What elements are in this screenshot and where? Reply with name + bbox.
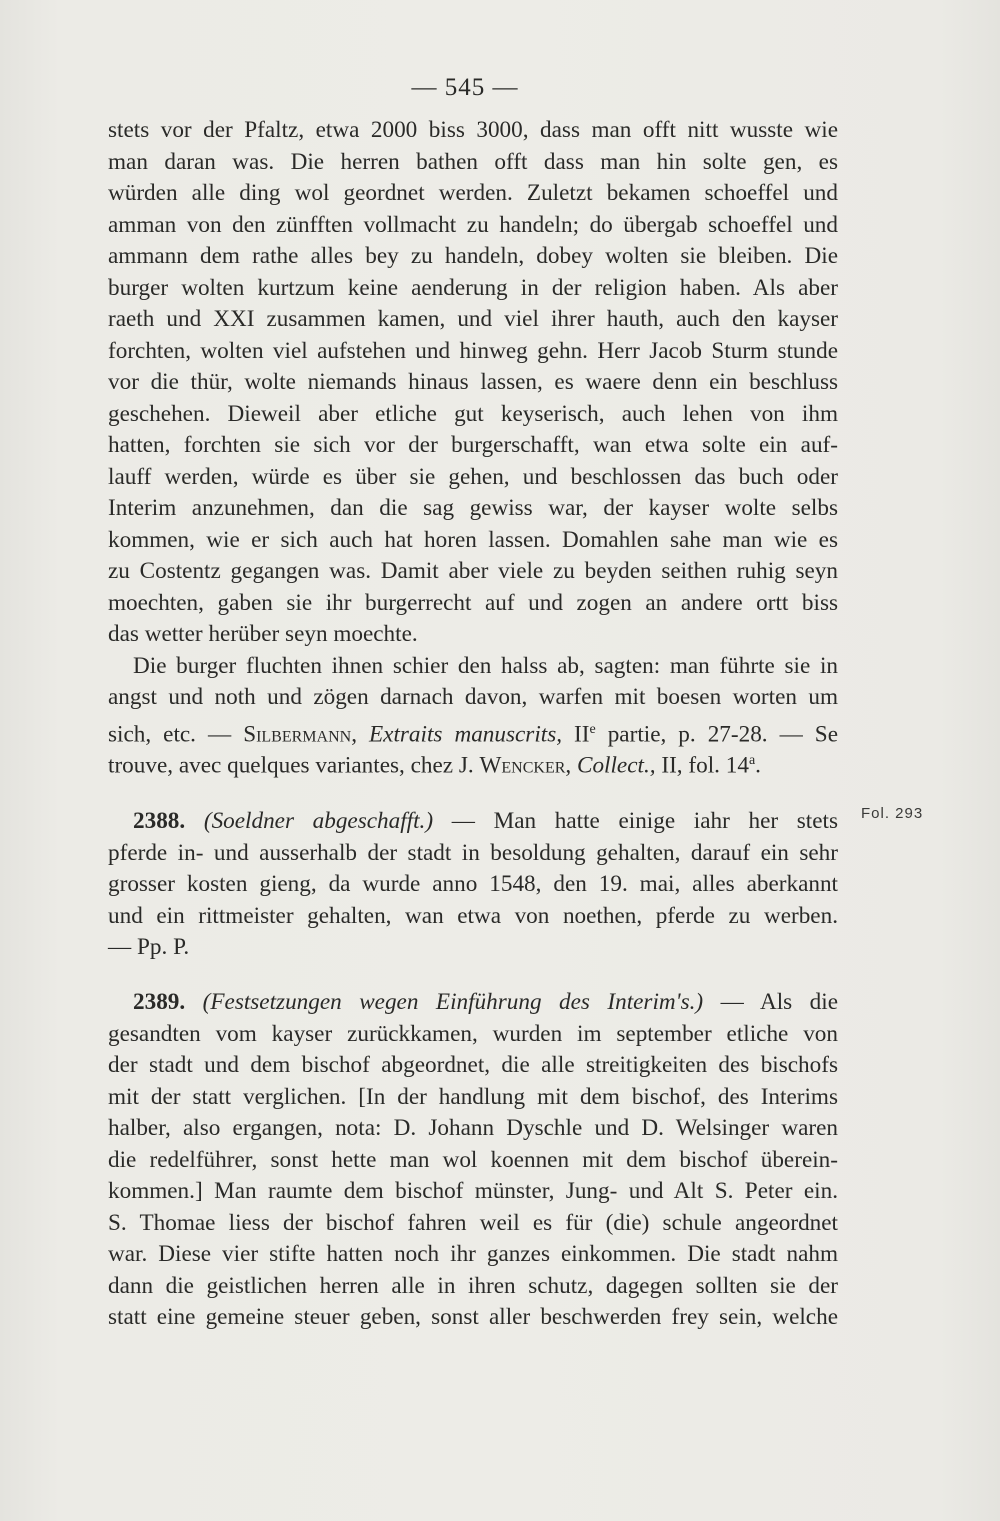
ref-text: sich, etc. —: [108, 721, 244, 748]
ref-work-title: Collect.,: [576, 752, 656, 779]
continuation-text-block: [108, 115, 838, 777]
text-line: vor die thür, wolte niemands hinaus lassen, es waere denn ein beschluss: [108, 369, 838, 395]
text-line: ammann dem rathe alles bey zu handeln, dobey wolten sie bleiben. Die: [108, 243, 838, 269]
text-line: Interim anzunehmen, dan die sag gewiss war, der kayser wolte selbs: [108, 495, 838, 521]
text-line: zu Costentz gegangen was. Damit aber viele zu beyden seithen ruhig seyn: [108, 558, 838, 584]
text-line: moechten, gaben sie ihr burgerrecht auf und zogen an andere ortt biss: [108, 589, 838, 616]
text-line: kommen, wie er sich auch hat horen lassen. Domahlen sahe man wie es: [108, 526, 838, 553]
entry-number: 2389.: [133, 989, 186, 1015]
text-line: würden alle ding wol geordnet werden. Zuletzt bekamen schoeffel und: [108, 180, 838, 206]
entry-2388: [108, 806, 838, 964]
entry-text: — Als die: [703, 989, 839, 1015]
text-line: grosser kosten gieng, da wurde anno 1548, den 19. mai, alles aberkannt: [108, 871, 838, 897]
source-reference-line: [108, 714, 838, 746]
text-line: gesandten vom kayser zurückkamen, wurden im september etliche von: [108, 1020, 838, 1047]
ref-text: ,: [351, 721, 370, 748]
marginal-folio-note: Fol. 293: [861, 805, 924, 822]
text-line: der stadt und dem bischof abgeordnet, die alle streitigkeiten des bischofs: [108, 1052, 838, 1078]
text-line: mit der statt verglichen. [In der handlung mit dem bischof, des Interims: [108, 1083, 838, 1110]
text-line: das wetter herüber seyn moechte.: [108, 621, 418, 647]
ref-text: trouve, avec quelques variantes, chez J.: [108, 752, 480, 779]
entry-text: — Man hatte einige iahr her stets: [433, 808, 838, 834]
entry-heading-line: [108, 987, 838, 1019]
page-number: — 545 —: [411, 74, 519, 101]
text-line: Die burger fluchten ihnen schier den halss ab, sagten: man führte sie in: [133, 652, 838, 679]
text-line: stets vor der Pfaltz, etwa 2000 biss 3000, dass man offt nitt wusste wie: [108, 117, 838, 143]
text-line: man daran was. Die herren bathen offt dass man hin solte gen, es: [108, 148, 838, 175]
ref-text: partie, p. 27-28. — Se: [595, 721, 838, 748]
entry-2389: [108, 987, 838, 1334]
text-line: war. Diese vier stifte hatten noch ihr ganzes einkommen. Die stadt nahm: [108, 1241, 838, 1267]
source-reference-line: [108, 745, 838, 777]
source-reference-line: — Pp. P.: [108, 934, 190, 960]
text-line: statt eine gemeine steuer geben, sonst aller beschwerden frey sein, welche: [108, 1304, 838, 1330]
text-line: angst und noth und zögen darnach davon, warfen mit boesen worten um: [108, 684, 838, 710]
entry-title: (Festsetzungen wegen Einführung des Interim's.): [202, 989, 704, 1015]
ref-author: Silbermann: [243, 721, 352, 748]
ref-superscript: a: [748, 753, 756, 768]
text-line: S. Thomae liess der bischof fahren weil es für (die) schule angeordnet: [108, 1209, 838, 1236]
text-line: und ein rittmeister gehalten, wan etwa von noethen, pferde zu werben.: [108, 902, 838, 929]
entry-title: (Soeldner abgeschafft.): [203, 808, 434, 834]
text-line: raeth und XXI zusammen kamen, und viel ihrer hauth, auch den kayser: [108, 306, 838, 332]
text-line: amman von den zünfften vollmacht zu handeln; do übergab schoeffel und: [108, 211, 838, 238]
text-line: dann die geistlichen herren alle in ihren schutz, dagegen sollten sie der: [108, 1272, 838, 1299]
ref-text: II, fol. 14: [655, 752, 749, 779]
text-line: geschehen. Dieweil aber etliche gut keyserisch, auch lehen von ihm: [108, 400, 838, 427]
ref-text: .: [755, 752, 761, 779]
text-line: hatten, forchten sie sich vor der burgerschafft, wan etwa solte ein auf-: [108, 432, 838, 458]
ref-author: Wencker: [479, 752, 566, 779]
ref-text: II: [562, 721, 590, 748]
text-line: burger wolten kurtzum keine aenderung in der religion haben. Als aber: [108, 274, 838, 301]
entry-number: 2388.: [133, 808, 186, 834]
text-line: pferde in- und ausserhalb der stadt in besoldung gehalten, darauf ein sehr: [108, 839, 838, 866]
text-line: halber, also ergangen, nota: D. Johann Dyschle und D. Welsinger waren: [108, 1115, 838, 1141]
text-line: kommen.] Man raumte dem bischof münster, Jung- und Alt S. Peter ein.: [108, 1178, 838, 1204]
ref-superscript: e: [589, 721, 596, 737]
ref-text: ,: [565, 752, 577, 779]
ref-work-title: Extraits manuscrits,: [369, 721, 563, 748]
entry-heading-line: [108, 806, 838, 838]
text-line: lauff werden, würde es über sie gehen, und beschlossen das buch oder: [108, 463, 838, 490]
text-line: die redelführer, sonst hette man wol koennen mit dem bischof überein-: [108, 1146, 838, 1173]
text-line: forchten, wolten viel aufstehen und hinweg gehn. Herr Jacob Sturm stunde: [108, 337, 838, 364]
